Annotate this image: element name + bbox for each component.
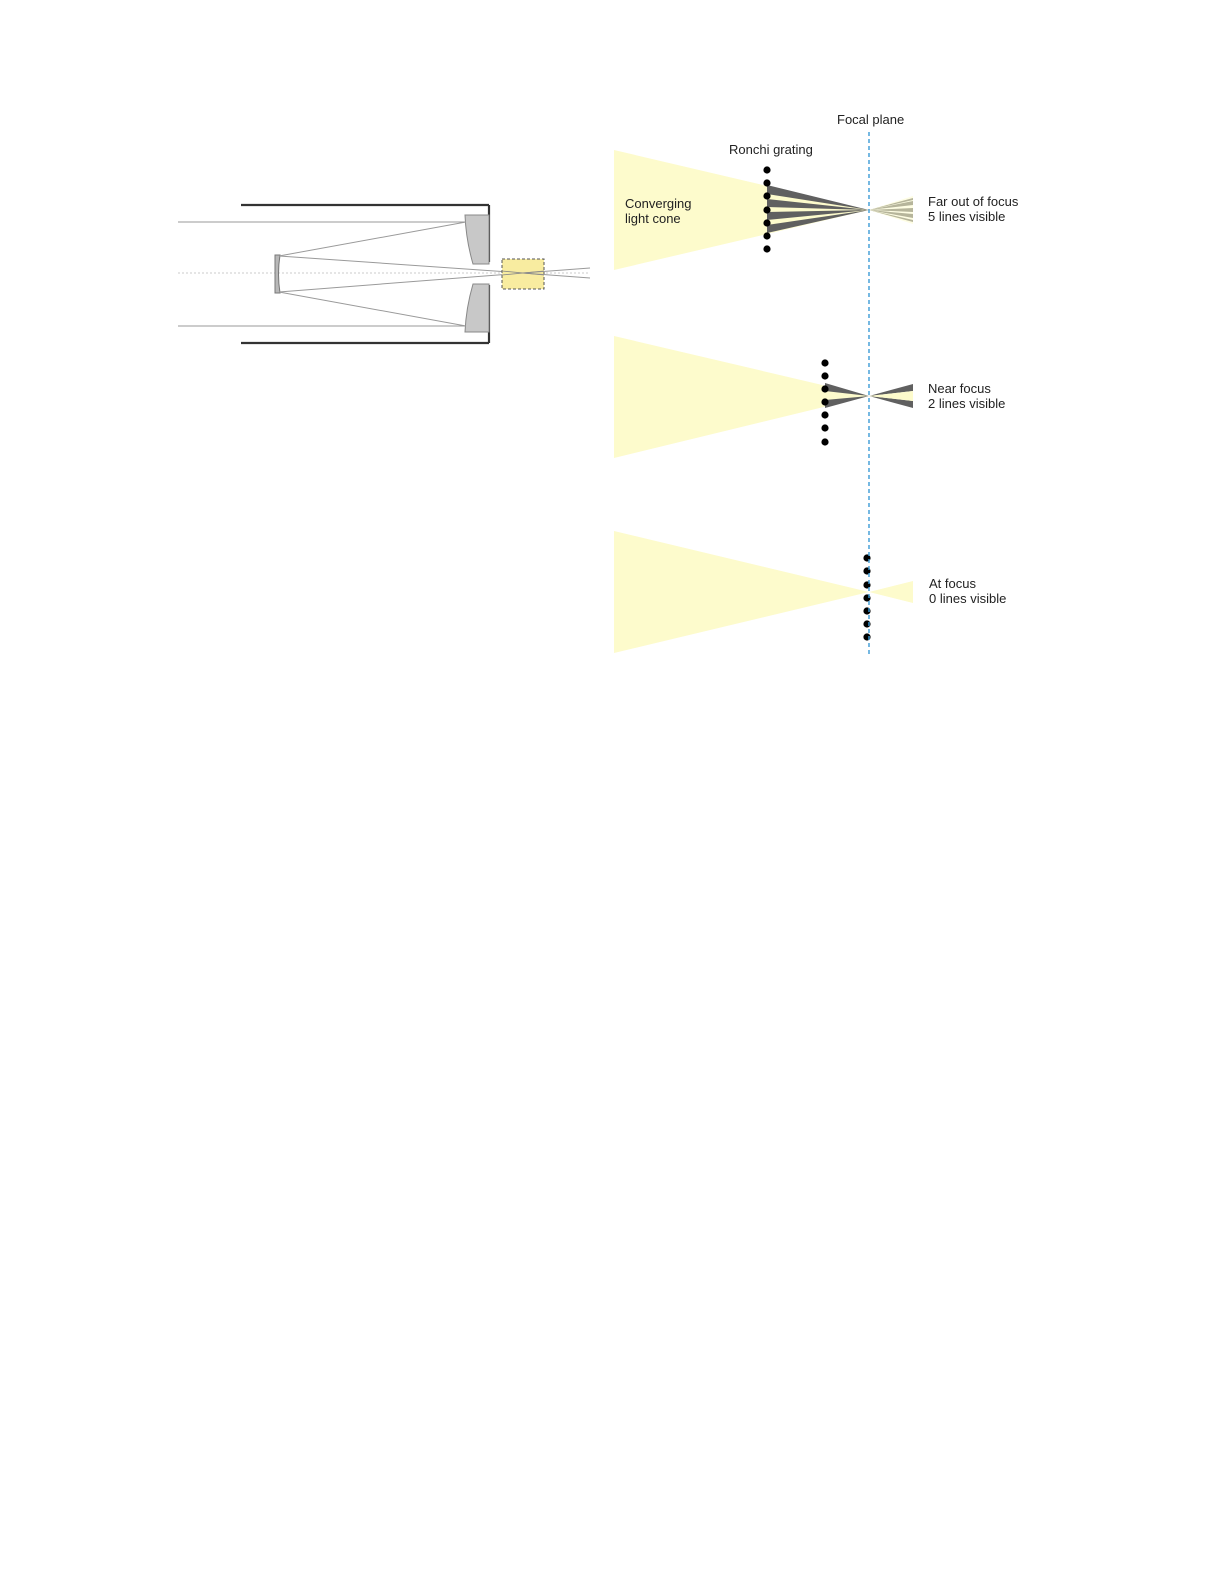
secondary-mirror — [275, 255, 280, 293]
grating-bar — [821, 385, 828, 392]
ray-primary-to-secondary-bottom — [279, 292, 466, 326]
panel3-state-line1: At focus — [929, 576, 976, 591]
panel2-state-line2: 2 lines visible — [928, 396, 1006, 411]
grating-bar — [763, 245, 770, 252]
grating-bar — [763, 166, 770, 173]
ronchi-grating — [763, 166, 770, 252]
grating-bar — [763, 232, 770, 239]
panel-near-focus — [614, 336, 1005, 458]
grating-bar — [821, 411, 828, 418]
cone-label-line2: light cone — [625, 211, 681, 226]
grating-bar — [763, 192, 770, 199]
panel1-state-line2: 5 lines visible — [928, 209, 1006, 224]
panel1-state-line1: Far out of focus — [928, 194, 1019, 209]
converging-light-cone — [614, 531, 869, 653]
primary-mirror-bottom — [465, 284, 489, 332]
panel-at-focus — [614, 531, 1006, 653]
grating-bar — [821, 372, 828, 379]
diverging-light-cone — [869, 196, 913, 224]
converging-light-cone — [614, 336, 869, 458]
grating-bar — [821, 424, 828, 431]
panel2-state-line1: Near focus — [928, 381, 991, 396]
panel3-state-line2: 0 lines visible — [929, 591, 1007, 606]
panel-far-out-of-focus — [614, 142, 1019, 270]
grating-bar — [763, 206, 770, 213]
ronchi-grating — [821, 359, 828, 445]
cone-label-line1: Converging — [625, 196, 692, 211]
ray-primary-to-secondary-top — [279, 222, 466, 256]
ronchi-grating-label: Ronchi grating — [729, 142, 813, 157]
grating-bar — [821, 398, 828, 405]
grating-bar — [763, 179, 770, 186]
grating-bar — [821, 438, 828, 445]
focal-plane-label: Focal plane — [837, 112, 905, 127]
grating-bar — [763, 219, 770, 226]
diverging-light-cone — [869, 581, 913, 603]
telescope — [178, 205, 590, 343]
primary-mirror-top — [465, 215, 489, 264]
grating-bar — [821, 359, 828, 366]
